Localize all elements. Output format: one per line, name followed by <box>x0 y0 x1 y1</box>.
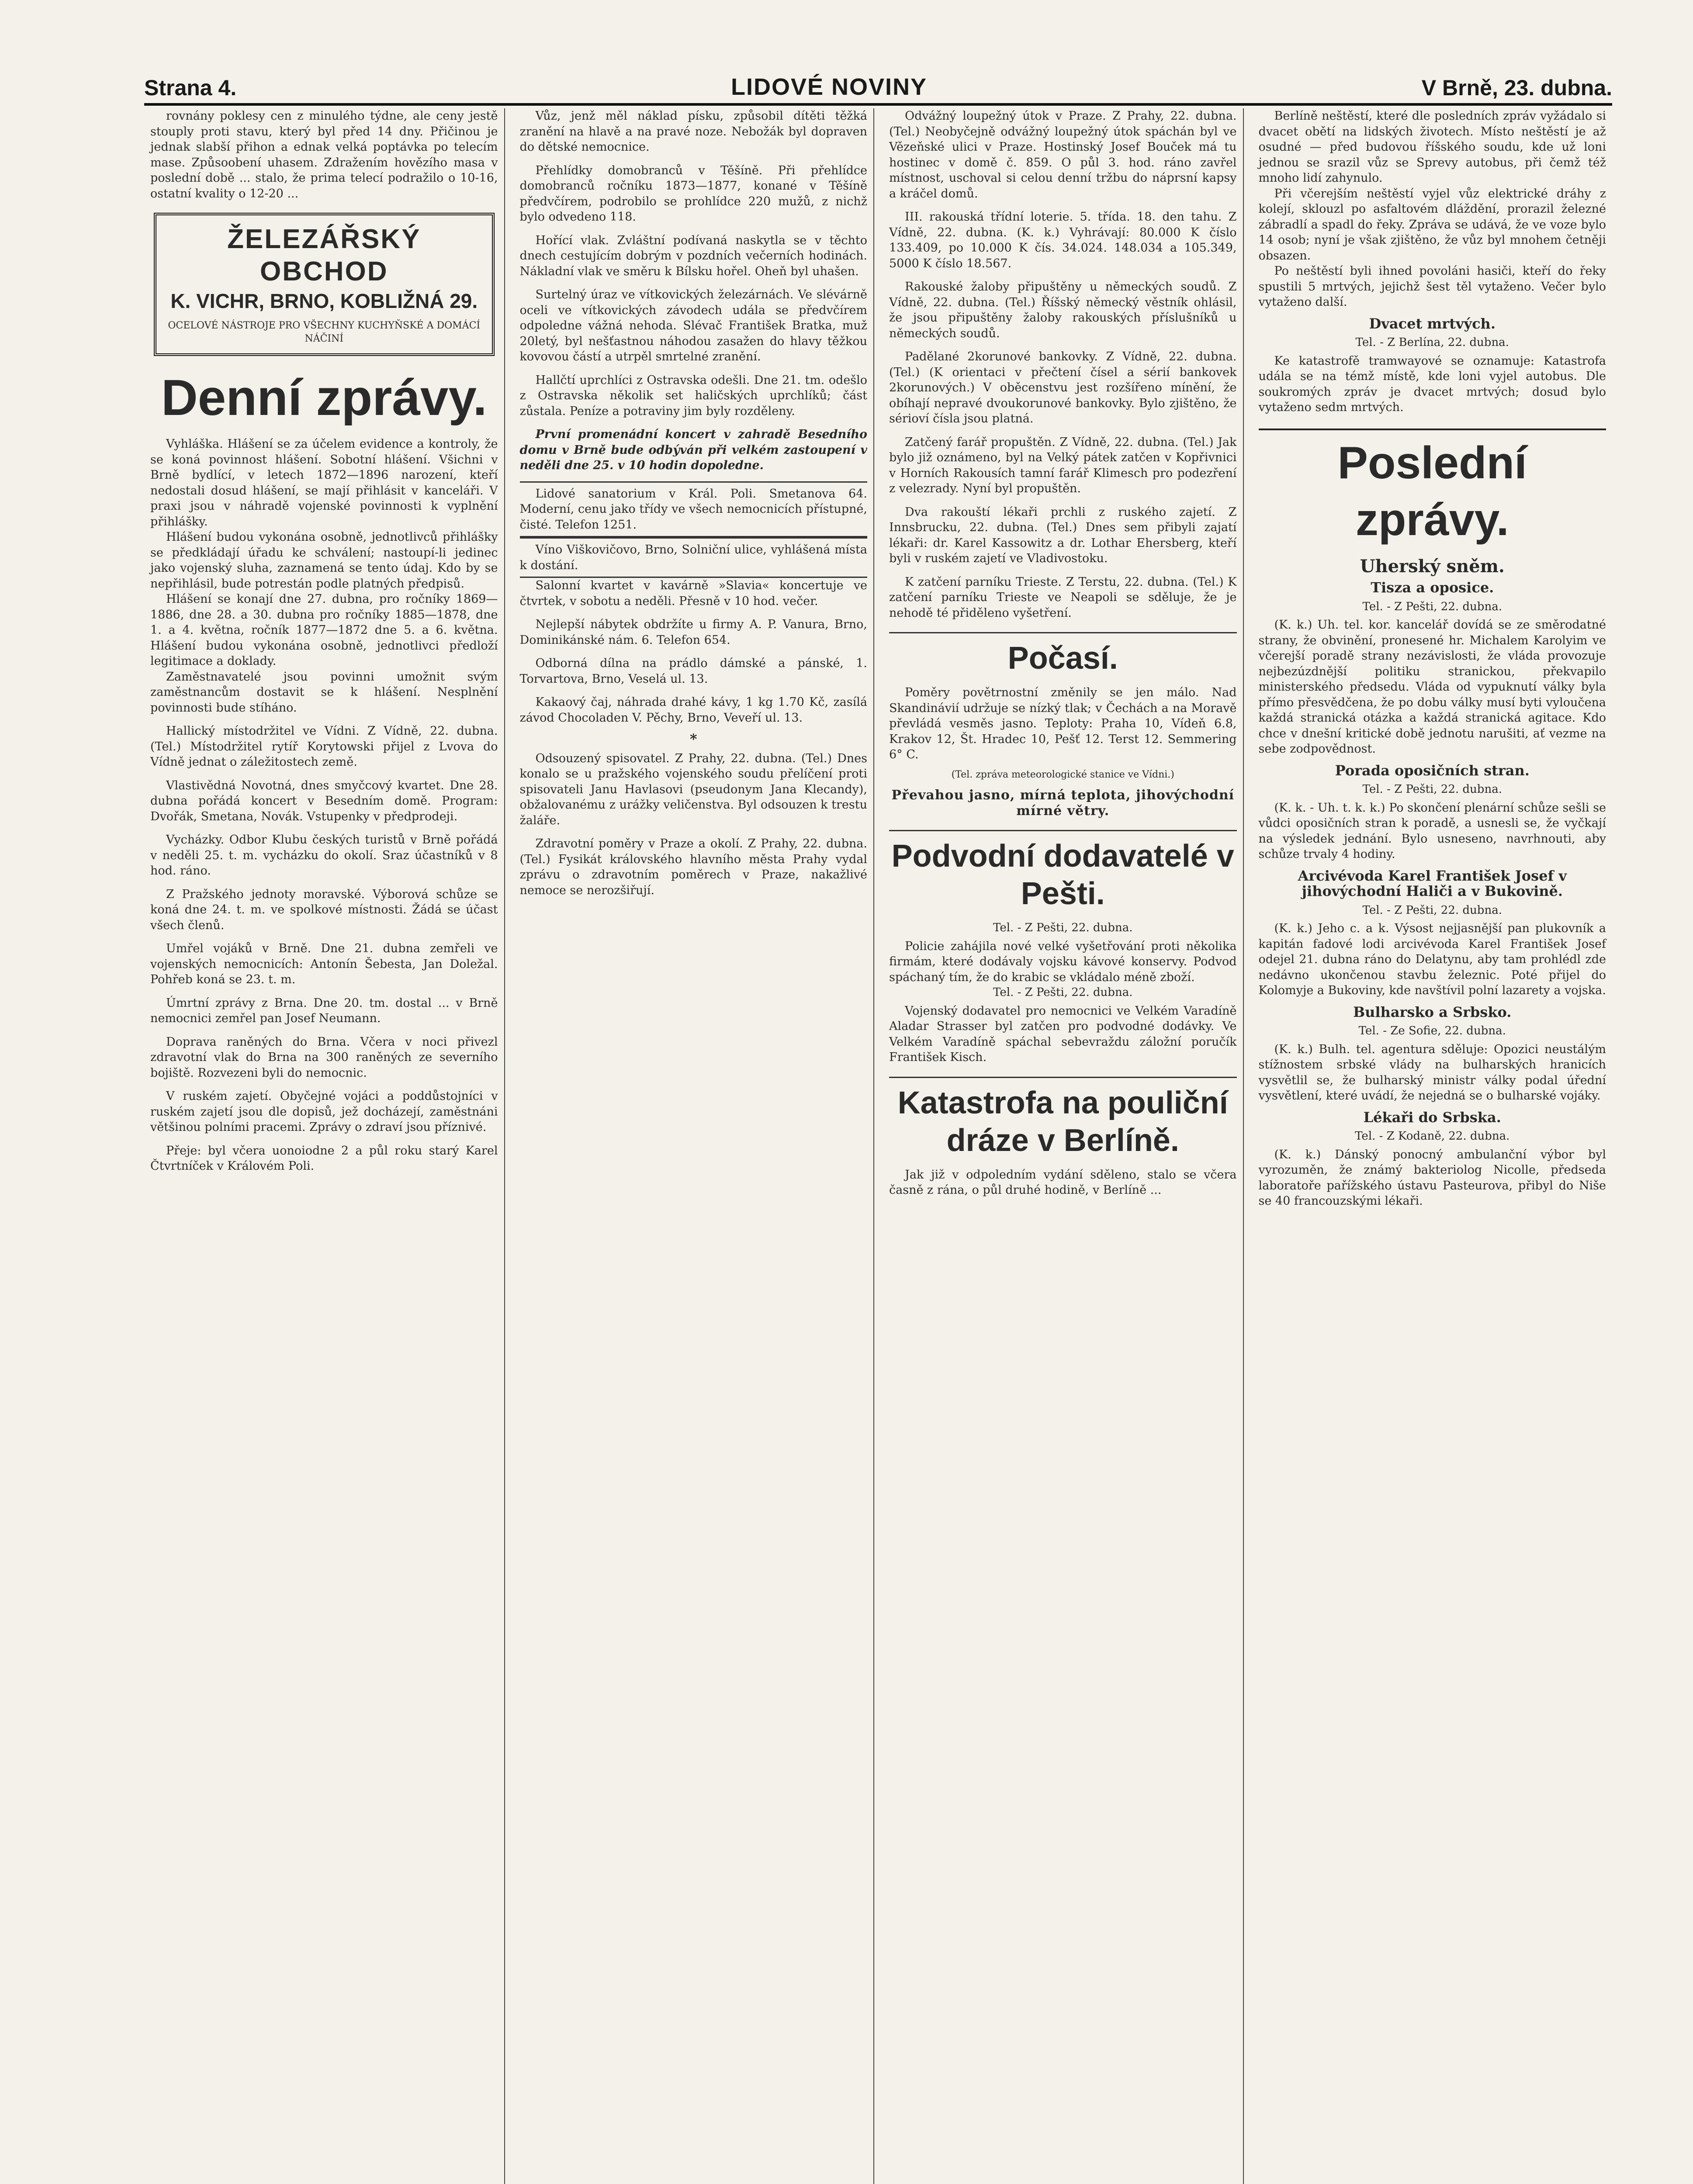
page-number: Strana 4. <box>144 76 237 100</box>
dateline: Tel. - Ze Sofie, 22. dubna. <box>1358 1024 1506 1037</box>
article-text: Vyhláška. Hlášení se za účelem evidence a kontroly, že se koná povinnost hlášení. Sobotní hlášení. Všichni v Brně bydlící, v letech 1872—1896 narození, kteří nedostali dosud hlášení, se mají přihlásit v kanceláři. V praxi jsou v náhradě vojenské povinnosti k vyplnění přihlášky. <box>150 437 498 529</box>
article-text: První promenádní koncert v zahradě Besedního domu v Brně bude odbýván při velkém zastoupení v neděli dne 25. v 10 hodin dopoledne. <box>519 428 867 472</box>
article-text: Berlíně neštěstí, které dle posledních zpráv vyžádalo si dvacet obětí na lidských životech. Místo neštěstí je až osudné — před budovou říšského soudu, kde už loni jednou se srazil vůz se Sprevy autobus, při čemž též mnoho lidí zahynulo. <box>1258 109 1606 185</box>
weather-forecast: Převahou jasno, mírná teplota, jihovýchodní mírné větry. <box>891 788 1235 819</box>
advertisement: Lidové sanatorium v Král. Poli. Smetanova 64. Moderní, cenu jako třídy ve všech nemocnicích přístupné, čisté. Telefon 1251. <box>520 481 868 538</box>
article-text: Rakouské žaloby připuštěny u německých soudů. Z Vídně, 22. dubna. (Tel.) Říšský německý věstník ohlásil, že jsou připuštěny žaloby rakouských příslušníků u německých soudů. <box>889 280 1237 340</box>
dateline: Tel. - Z Pešti, 22. dubna. <box>1362 600 1502 613</box>
column-1 <box>144 108 505 2184</box>
article-text: Odvážný loupežný útok v Praze. Z Prahy, 22. dubna. (Tel.) Neobyčejně odvážný loupežný útok spáchán byl ve Vězeňské ulici v Praze. Hostinský Josef Bouček má tu hostinec v domě č. 859. O půl 3. hod. ráno zavřel místnost, uschoval si celou denní tržbu do náprsní kapsy a kráčel domů. <box>889 109 1237 200</box>
article-text: Vycházky. Odbor Klubu českých turistů v Brně pořádá v neděli 25. t. m. vycházku do okolí. Sraz účastníků v 8 hod. ráno. <box>150 833 498 878</box>
ad-body: OCELOVÉ NÁSTROJE PRO VŠECHNY KUCHYŇSKÉ A DOMÁCÍ NÁČINÍ <box>168 320 481 344</box>
dateline: Tel. - Z Berlína, 22. dubna. <box>1355 336 1509 349</box>
article-text: K zatčení parníku Trieste. Z Terstu, 22. dubna. (Tel.) K zatčení parníku Trieste ve Neapoli se sděluje, že je nehodě té přiděleno vyšetření. <box>889 575 1237 620</box>
article-text: Surtelný úraz ve vítkovických železárnách. Ve slévárně oceli ve vítkovických závodech udála se předvčírem odpoledne vážná nehoda. Slévač František Bratka, muž 20letý, byl nešťastnou náhodou zasažen do hlavy těžkou kovovou částí a utrpěl smrtelné zranění. <box>519 288 867 363</box>
article-text: Po neštěstí byli ihned povoláni hasiči, kteří do řeky spustili 5 mrtvých, jejichž šest těl vytaženo. Večer bylo vytaženo další. <box>1258 264 1606 309</box>
weather-source: (Tel. zpráva meteorologické stanice ve Vídni.) <box>951 769 1174 780</box>
article-text: Hlášení se konají dne 27. dubna, pro ročníky 1869—1886, dne 28. a 30. dubna pro ročníky 1885—1878, dne 1. a 4. května, ročník 1877—1872 dne 5. a 6. května. Hlášení budou vykonána osobně, jednotlivci předloží legitimace a doklady. <box>150 592 498 668</box>
article-text: (K. k.) Bulh. tel. agentura sděluje: Opozici neustálým stížnostem srbské vlády na bulharských hranicích vysvětlil se, že bulharský ministr války podal úřední vysvětlení, které uvádí, že nejedná se o bulharské vojáky. <box>1258 1042 1606 1102</box>
dateline: Tel. - Z Pešti, 22. dubna. <box>993 921 1133 934</box>
subheading: Lékaři do Srbska. <box>1363 1109 1501 1126</box>
section-heading-daily-news: Denní zprávy. <box>161 369 487 426</box>
article-text: Dva rakouští lékaři prchli z ruského zajetí. Z Innsbrucku, 22. dubna. (Tel.) Dnes sem přibyli zajatí lékaři: dr. Karel Kassowitz a dr. Lothar Ehersberg, kteří byli v ruském zajetí ve Vladivostoku. <box>889 505 1237 565</box>
subheading: Dvacet mrtvých. <box>1369 315 1496 332</box>
advertisement: Odborná dílna na prádlo dámské a pánské, 1. Torvartova, Brno, Veselá ul. 13. <box>519 657 867 686</box>
column-3 <box>883 108 1244 2184</box>
article-text: Úmrtní zprávy z Brna. Dne 20. tm. dostal ... v Brně nemocnici zemřel pan Josef Neumann. <box>150 996 498 1025</box>
article-columns <box>144 108 1612 2184</box>
article-text: (K. k.) Jeho c. a k. Výsost nejjasnější pan plukovník a kapitán fadové lodi arcivévoda Karel František Josef odejel 21. dubna ráno do Delatynu, aby tam prohlédl zde nedávno ukončenou stavbu železnic. Poté přijel do Kolomyje a Bukoviny, kde navštívil polní lazarety a vojska. <box>1258 922 1606 997</box>
advertisement: Kakaový čaj, náhrada drahé kávy, 1 kg 1.70 Kč, zasílá závod Chocoladen V. Pěchy, Brno, Veveří ul. 13. <box>519 695 867 725</box>
dateline: Tel. - Z Pešti, 22. dubna. <box>993 986 1133 999</box>
column-4 <box>1253 108 1613 2184</box>
article-text: Padělané 2korunové bankovky. Z Vídně, 22. dubna. (Tel.) (K orientaci v přečtení čísel a sérií bankovek 2korunových.) V oběcenstvu jest rozšířeno mínění, že obíhají nepravé dvoukorunové bankovky. Bylo zjištěno, že sérioví čísla jsou platná. <box>889 350 1237 425</box>
subheading: Uherský sněm. <box>1360 556 1505 577</box>
masthead-rule <box>144 103 1612 106</box>
advertisement: Nejlepší nábytek obdržíte u firmy A. P. Vanura, Brno, Dominikánské nám. 6. Telefon 654. <box>519 618 867 647</box>
article-text: Hlášení budou vykonána osobně, jednotlivců přihlášky se předkládají úřadu ke schválení; nastoupí-li jedinec jako vojenský sluha, zaznamená se tento údaj. Kdo by se nepřihlásil, bude potrestán podle platných předpisů. <box>150 530 498 591</box>
article-text: Z Pražského jednoty moravské. Výborová schůze se koná dne 24. t. m. ve spolkové místnosti. Žádá se účast všech členů. <box>150 887 498 932</box>
section-heading-berlin: Katastrofa na pouliční dráze v Berlíně. <box>889 1077 1237 1159</box>
hardware-store-ad <box>154 213 495 356</box>
article-text: (K. k. - Uh. t. k. k.) Po skončení plenární schůze sešli se vůdci oposičních stran k poradě, a usnesli se, že vyčkají na výsledek jednání. Bylo usneseno, navrhnouti, aby schůze trvaly 4 hodiny. <box>1258 801 1606 861</box>
article-text: rovnány poklesy cen z minulého týdne, ale ceny jestě stouply proti stavu, který byl před 14 dny. Přičinou je jednak slabší přihon a ednak velká poptávka po telecím mase. Způsoobení uhasem. Zdražením hovězího masa v poslední době ... stalo, že prima telecí podražilo o 10-16, ostatní kvality o 12-20 ... <box>150 109 498 200</box>
ad-address: K. VICHR, BRNO, KOBLIŽNÁ 29. <box>170 290 478 312</box>
subheading: Tisza a oposice. <box>1371 579 1494 596</box>
article-text: III. rakouská třídní loterie. 5. třída. 18. den tahu. Z Vídně, 22. dubna. (K. k.) Vyhrávají: 80.000 K číslo 133.409, po 10.000 K čís. 34.024. 148.034 a 105.349, 5000 K číslo 18.567. <box>889 210 1237 270</box>
article-text: Poměry povětrnostní změnily se jen málo. Nad Skandinávií udržuje se nízký tlak; v Čechách a na Moravě převládá vesměs jasno. Teploty: Praha 10, Vídeň 6.8, Krakov 12, Št. Hradec 10, Pešť 12. Terst 12. Semmering 6° C. <box>889 686 1237 761</box>
article-text: Přehlídky domobranců v Těšíně. Při přehlídce domobranců ročníku 1873—1877, konané v Těšíně předvčírem, podrobilo se prohlídce 220 mužů, z nichž bylo odvedeno 118. <box>519 163 867 224</box>
ad-title: ŽELEZÁŘSKÝ OBCHOD <box>227 224 421 287</box>
article-text: Hallický místodržitel ve Vídni. Z Vídně, 22. dubna. (Tel.) Místodržitel rytíř Korytowski přijel z Lvova do Vídně jednat o záležitostech země. <box>150 724 498 769</box>
article-text: Umřel vojáků v Brně. Dne 21. dubna zemřeli ve vojenských nemocnicích: Antonín Šebesta, Jan Doležal. Pohřeb koná se 23. t. m. <box>150 942 498 986</box>
dateline: Tel. - Z Kodaně, 22. dubna. <box>1355 1130 1510 1143</box>
article-text: Vlastivědná Novotná, dnes smyčcový kvartet. Dne 28. dubna pořádá koncert v Besedním domě. Program: Dvořák, Smetana, Novák. Vstupenky v předprodeji. <box>150 778 498 823</box>
article-text: Jak již v odpoledním vydání sděleno, stalo se včera časně z rána, o půl druhé hodině, v Berlíně ... <box>889 1168 1237 1197</box>
article-text: Hallčtí uprchlíci z Ostravska odešli. Dne 21. tm. odešlo z Ostravska několik set haličských uprchlíků; část zůstala. Peníze a potraviny jim byly rozděleny. <box>519 373 867 418</box>
subheading: Porada oposičních stran. <box>1335 762 1530 779</box>
divider-asterisk: * <box>689 731 697 747</box>
article-text: Zatčený farář propuštěn. Z Vídně, 22. dubna. (Tel.) Jak bylo již oznámeno, byl na Velký pátek zatčen v Kopřivnici v Horních Rakousích tamní farář Klimesch pro podezření z velezrady. Nyní byl propuštěn. <box>889 435 1237 495</box>
newspaper-title: LIDOVÉ NOVINY <box>731 74 928 100</box>
article-text: Doprava raněných do Brna. Včera v noci přivezl zdravotní vlak do Brna na 300 raněných ze severního bojiště. Rozvezeni byli do nemocnic. <box>150 1035 498 1080</box>
advertisement: Salonní kvartet v kavárně »Slavia« koncertuje ve čtvrtek, v sobotu a neděli. Přesně v 10 hod. večer. <box>519 579 867 608</box>
dateline: Tel. - Z Pešti, 22. dubna. <box>1362 903 1502 917</box>
section-heading-latest-news: Poslední zprávy. <box>1259 429 1606 548</box>
article-text: Přeje: byl včera uonoiodne 2 a půl roku starý Karel Čtvrtníček v Královém Poli. <box>150 1144 498 1173</box>
article-text: Policie zahájila nové velké vyšetřování proti několika firmám, které dodávaly vojsku kávové konservy. Podvod spáchaný tím, že do krabic se vkládalo méně zboží. <box>889 939 1237 984</box>
article-text: Vojenský dodavatel pro nemocnici ve Velkém Varadíně Aladar Strasser byl zatčen pro podvodné dodávky. Ve Velkém Varadíně spáchal sebevraždu záložní poručík František Kisch. <box>889 1004 1237 1064</box>
article-text: Hořící vlak. Zvláštní podívaná naskytla se v těchto dnech cestujícím dobrým v pozdních večerních hodinách. Nákladní vlak ve směru k Bílsku hořel. Oheň byl uhašen. <box>519 233 867 278</box>
article-text: Při včerejším neštěstí vyjel vůz elektrické dráhy z kolejí, sklouzl po asfaltovém dláždění, prorazil železné zábradlí a spadl do řeky. Zpráva se udává, že ve voze bylo 14 osob; nyní je však zjištěno, že vůz byl mnohem četněji obsazen. <box>1258 187 1606 263</box>
article-text: V ruském zajetí. Obyčejné vojáci a poddůstojníci v ruském zajetí jsou dle dopisů, jež docházejí, zaměstnáni většinou polními pracemi. Zprávy o zdraví jsou příznivé. <box>150 1089 498 1134</box>
column-2 <box>514 108 875 2184</box>
issue-date: V Brně, 23. dubna. <box>1421 76 1612 100</box>
section-heading-weather: Počasí. <box>889 632 1237 677</box>
article-text: Ke katastrofě tramwayové se oznamuje: Katastrofa udála se na témž místě, kde loni vyjel autobus. Dle soukromých zpráv je dvacet mrtvých; dosud bylo vytaženo sedm mrtvých. <box>1258 354 1606 414</box>
article-text: (K. k.) Uh. tel. kor. kancelář dovídá se ze směrodatné strany, že obvinění, pronesené hr. Michalem Karolyim ve včerejší poradě strany nezávislosti, že vláda provozuje nejbezúzdnější politiku stranickou, překvapilo ministerského předsedu. Vláda od vypuknutí války byla přímo přesvědčena, že po dobu války musí byti vyloučena každá stranická otázka a každá stranická agitace. Kdo chce v dnešní kritické době jednotu narušiti, ať vezme na sebe zodpovědnost. <box>1258 618 1606 756</box>
dateline: Tel. - Z Pešti, 22. dubna. <box>1362 783 1502 796</box>
advertisement: Víno Viškovičovo, Brno, Solniční ulice, vyhlášená místa k dostání. <box>520 537 868 578</box>
article-text: Odsouzený spisovatel. Z Prahy, 22. dubna. (Tel.) Dnes konalo se u pražského vojenského soudu přelíčení proti spisovateli Janu Havlasovi (pseudonym Jana Klecandy), obžalovanému z urážky veličenstva. Byl odsouzen k trestu žaláře. <box>519 751 867 827</box>
article-text: Zdravotní poměry v Praze a okolí. Z Prahy, 22. dubna. (Tel.) Fysikát královského hlavního města Prahy vydal zprávu o zdravotním poměrech v Praze, nakažlivé nemoce se nerozšiřují. <box>519 837 867 897</box>
masthead <box>144 66 1612 100</box>
article-text: Zaměstnavatelé jsou povinni umožnit svým zaměstnancům dostavit se k hlášení. Nesplnění povinnosti bude stíháno. <box>150 670 498 715</box>
article-text: (K. k.) Dánský ponocný ambulanční výbor byl vyrozuměn, že známý bakteriolog Nicolle, předseda laboratoře pařížského ústavu Pasteurova, přibyl do Niše se 40 francouzskými lékaři. <box>1258 1147 1606 1208</box>
subheading: Bulharsko a Srbsko. <box>1353 1003 1512 1020</box>
article-text: Vůz, jenž měl náklad písku, způsobil dítěti těžká zranění na hlavě a na pravé noze. Nebožák byl dopraven do dětské nemocnice. <box>519 109 867 154</box>
subheading: Arcivévoda Karel František Josef v jihovýchodní Haliči a v Bukovině. <box>1298 867 1567 899</box>
section-heading-pest: Podvodní dodavatelé v Pešti. <box>889 830 1237 912</box>
